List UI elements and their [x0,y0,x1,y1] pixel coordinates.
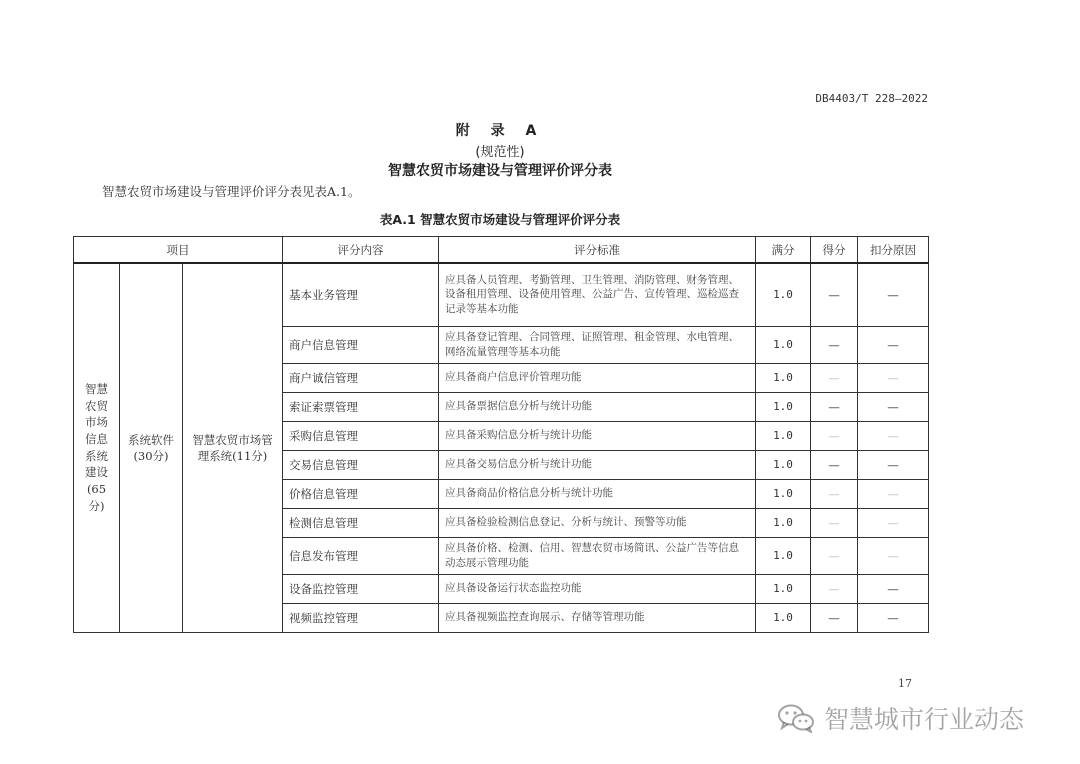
level1-cell [74,263,120,632]
header-standard: 评分标准 [439,237,756,264]
reason-cell: — [858,363,929,392]
table-caption: 表A.1 智慧农贸市场建设与管理评价评分表 [379,212,621,227]
full-score-cell: 1.0 [756,479,811,508]
full-score-cell: 1.0 [756,508,811,537]
full-score-cell: 1.0 [756,603,811,632]
standard-cell: 应具备登记管理、合同管理、证照管理、租金管理、水电管理、网络流量管理等基本功能 [439,326,756,363]
header-score: 得分 [811,237,858,264]
content-cell: 商户信息管理 [283,326,439,363]
reason-cell: — [858,263,929,326]
score-cell: — [811,450,858,479]
standard-cell: 应具备人员管理、考勤管理、卫生管理、消防管理、财务管理、设备租用管理、设备使用管理、公益广告、宣传管理、巡检巡查记录等基本功能 [439,263,756,326]
standard-cell: 应具备商品价格信息分析与统计功能 [439,479,756,508]
appendix-type: (规范性) [475,145,525,160]
content-cell: 商户诚信管理 [283,363,439,392]
reason-cell: — [858,421,929,450]
wechat-icon [776,703,816,733]
level1-label: 智慧农贸市场信息系统建设(65分) [85,382,108,513]
watermark [776,700,1024,736]
reason-cell: — [858,479,929,508]
level3-cell: 智慧农贸市场管理系统(11分) [183,263,283,632]
score-cell: — [811,392,858,421]
standard-cell: 应具备价格、检测、信用、智慧农贸市场简讯、公益广告等信息动态展示管理功能 [439,537,756,574]
reason-cell: — [858,392,929,421]
content-cell: 价格信息管理 [283,479,439,508]
appendix-title: 附 录 A [455,123,545,139]
header-content: 评分内容 [283,237,439,264]
content-cell: 视频监控管理 [283,603,439,632]
standard-cell: 应具备设备运行状态监控功能 [439,574,756,603]
reason-cell: — [858,603,929,632]
content-cell: 设备监控管理 [283,574,439,603]
score-table [73,236,929,633]
score-cell: — [811,326,858,363]
content-cell: 信息发布管理 [283,537,439,574]
intro-text: 智慧农贸市场建设与管理评价评分表见表A.1。 [102,184,361,199]
score-cell: — [811,574,858,603]
score-cell: — [811,263,858,326]
score-cell: — [811,479,858,508]
appendix-name: 智慧农贸市场建设与管理评价评分表 [388,163,612,179]
full-score-cell: 1.0 [756,363,811,392]
level2-cell: 系统软件(30分) [120,263,183,632]
table-header-row [74,237,929,264]
reason-cell: — [858,326,929,363]
content-cell: 基本业务管理 [283,263,439,326]
full-score-cell: 1.0 [756,450,811,479]
page-number: 17 [898,677,912,690]
score-cell: — [811,421,858,450]
score-cell: — [811,537,858,574]
header-reason: 扣分原因 [858,237,929,264]
score-cell: — [811,363,858,392]
standard-cell: 应具备商户信息评价管理功能 [439,363,756,392]
header-item: 项目 [74,237,283,264]
full-score-cell: 1.0 [756,326,811,363]
standard-cell: 应具备票据信息分析与统计功能 [439,392,756,421]
content-cell: 检测信息管理 [283,508,439,537]
reason-cell: — [858,508,929,537]
header-full-score: 满分 [756,237,811,264]
score-cell: — [811,603,858,632]
full-score-cell: 1.0 [756,421,811,450]
content-cell: 交易信息管理 [283,450,439,479]
standard-cell: 应具备采购信息分析与统计功能 [439,421,756,450]
standard-cell: 应具备视频监控查询展示、存储等管理功能 [439,603,756,632]
standard-cell: 应具备交易信息分析与统计功能 [439,450,756,479]
full-score-cell: 1.0 [756,263,811,326]
score-cell: — [811,508,858,537]
full-score-cell: 1.0 [756,537,811,574]
standard-cell: 应具备检验检测信息登记、分析与统计、预警等功能 [439,508,756,537]
table-row [74,263,929,326]
content-cell: 采购信息管理 [283,421,439,450]
document-code: DB4403/T 228—2022 [815,92,928,105]
reason-cell: — [858,450,929,479]
reason-cell: — [858,537,929,574]
reason-cell: — [858,574,929,603]
content-cell: 索证索票管理 [283,392,439,421]
full-score-cell: 1.0 [756,392,811,421]
watermark-text: 智慧城市行业动态 [824,705,1025,734]
full-score-cell: 1.0 [756,574,811,603]
